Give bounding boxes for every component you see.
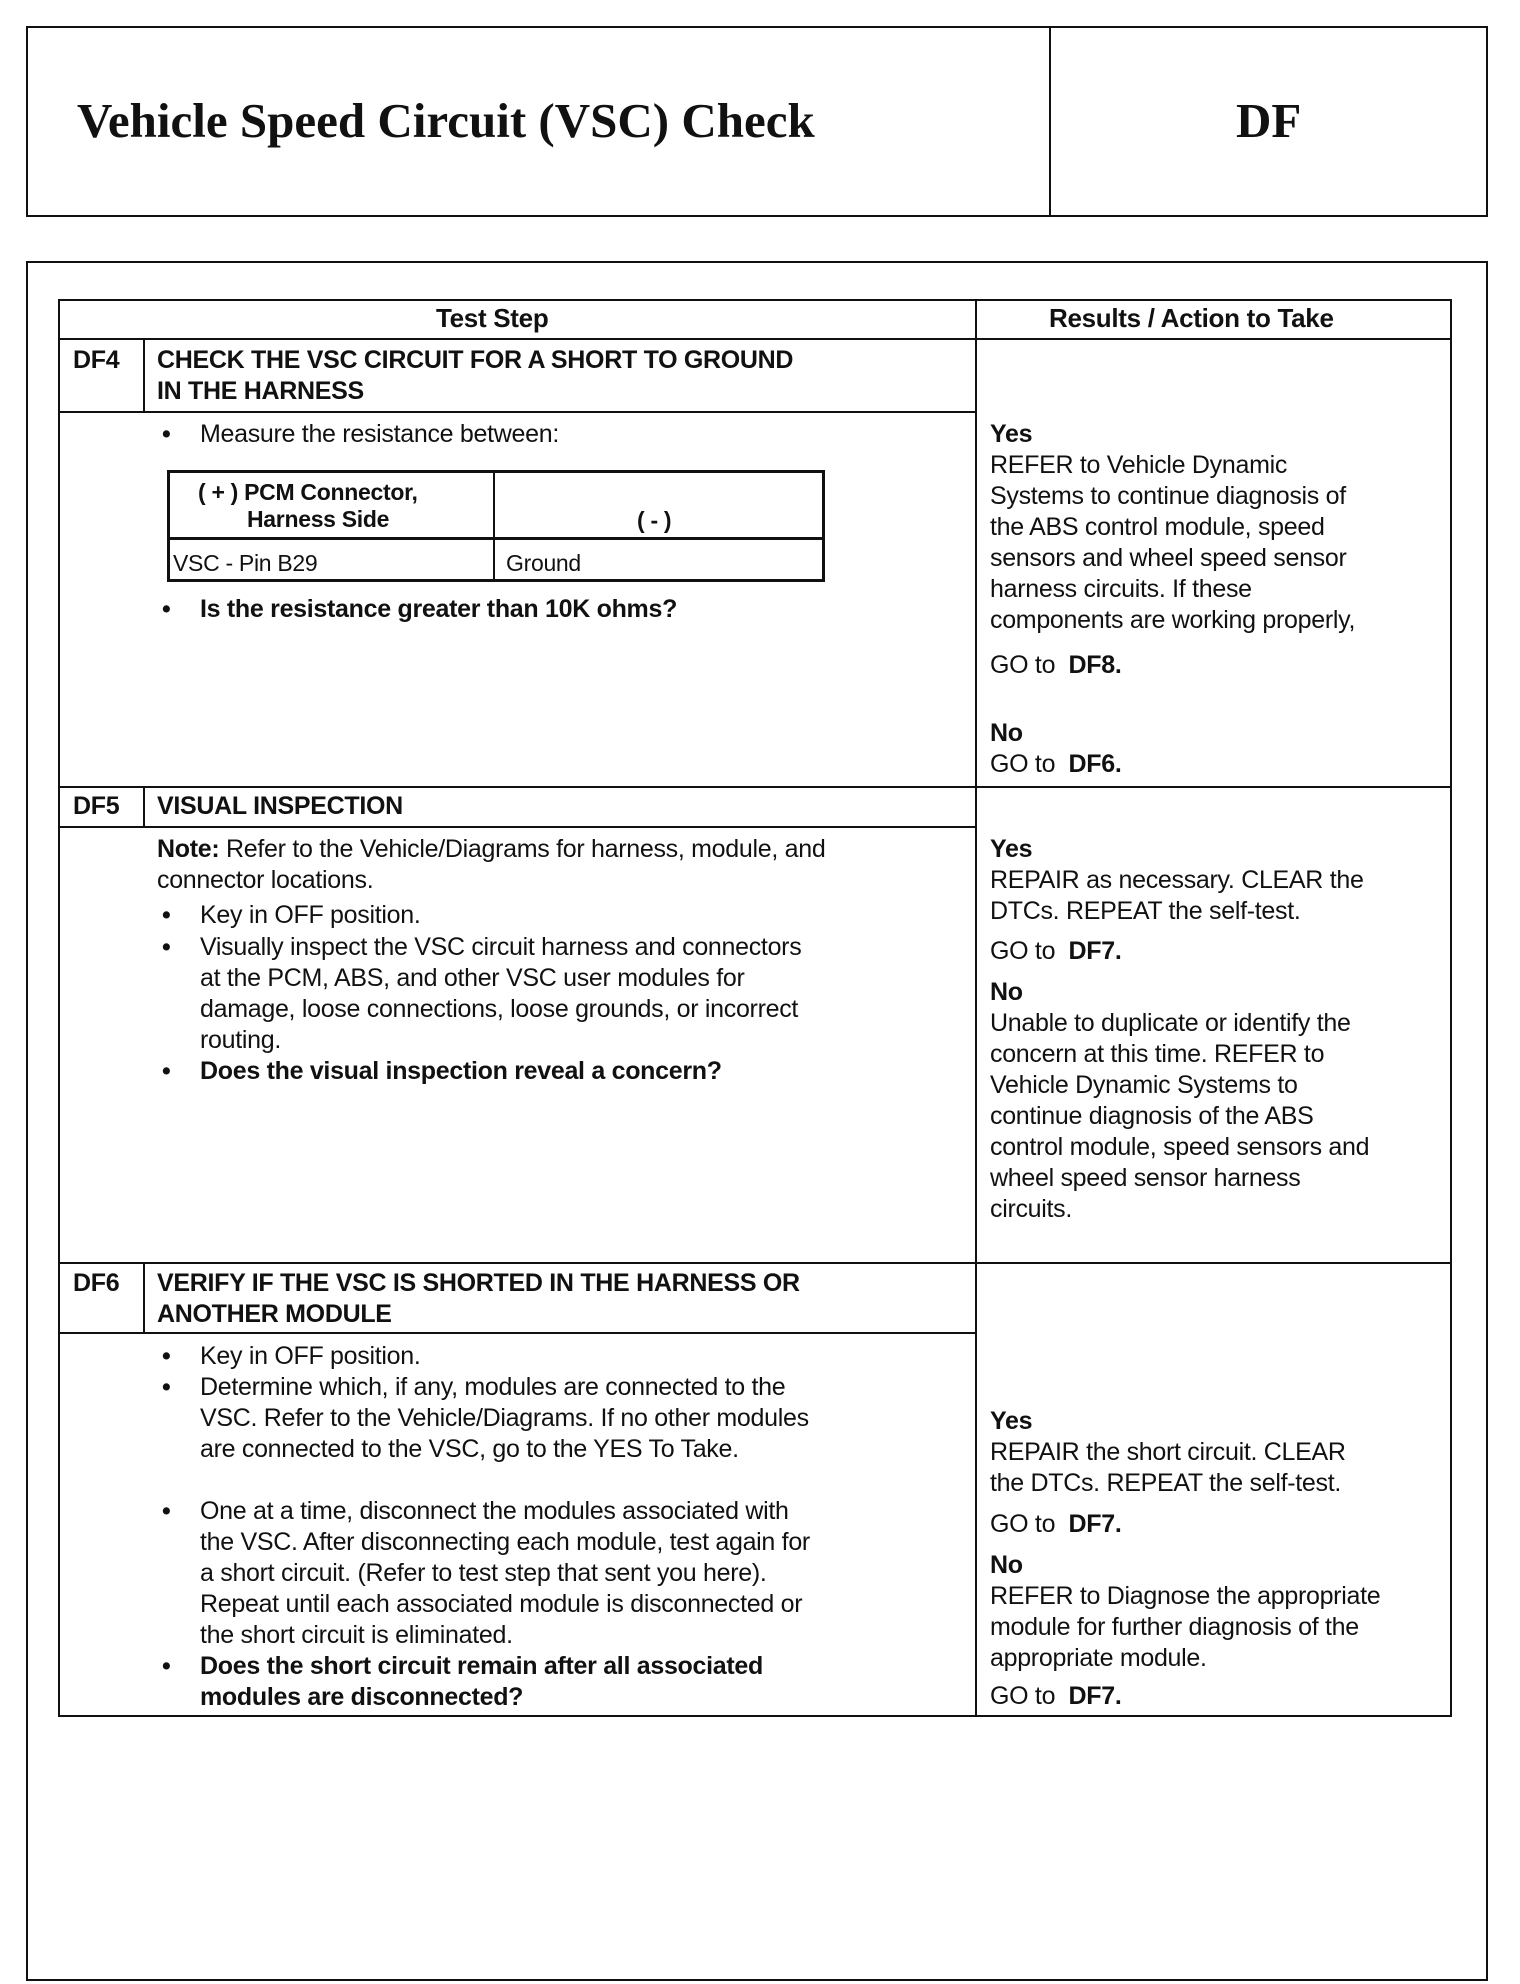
- result-line: concern at this time. REFER to: [990, 1040, 1325, 1068]
- bullet-text: the short circuit is eliminated.: [200, 1621, 513, 1649]
- bullet-icon: •: [162, 595, 171, 623]
- result-block: [990, 977, 1369, 1225]
- bullet-text: Key in OFF position.: [200, 901, 421, 929]
- result-line: Vehicle Dynamic Systems to: [990, 1071, 1298, 1099]
- bullet-item: [162, 1496, 810, 1651]
- step-id: DF4: [73, 346, 120, 374]
- col-header-test-step: Test Step: [436, 303, 549, 333]
- result-line: circuits.: [990, 1195, 1073, 1223]
- step-title-line: VERIFY IF THE VSC IS SHORTED IN THE HARNESS OR: [157, 1269, 800, 1297]
- section-code: DF: [1236, 93, 1302, 148]
- step-id: DF5: [73, 792, 120, 820]
- result-line: harness circuits. If these: [990, 575, 1252, 603]
- go-to-line: [990, 749, 1121, 780]
- bullet-question: [162, 1056, 722, 1087]
- result-block: [990, 419, 1355, 636]
- question-text: Is the resistance greater than 10K ohms?: [200, 595, 678, 623]
- step-id-divider: [143, 1262, 145, 1333]
- bullet-icon: •: [162, 933, 171, 961]
- bullet-icon: •: [162, 1652, 171, 1680]
- step-id-divider: [143, 786, 145, 827]
- result-line: sensors and wheel speed sensor: [990, 544, 1347, 572]
- header-rule: [58, 338, 1452, 340]
- connector-header-neg: ( - ): [637, 507, 672, 533]
- title-divider: [1049, 26, 1051, 217]
- result-line: REPAIR the short circuit. CLEAR: [990, 1438, 1346, 1466]
- connector-header-pos: ( + ) PCM Connector,: [198, 479, 418, 505]
- result-line: REFER to Diagnose the appropriate: [990, 1582, 1381, 1610]
- connector-cell: VSC - Pin B29: [173, 550, 318, 576]
- question-text: modules are disconnected?: [200, 1683, 524, 1711]
- bullet-icon: •: [162, 1057, 171, 1085]
- result-line: appropriate module.: [990, 1644, 1207, 1672]
- bullet-item: [162, 1341, 421, 1372]
- go-to-line: [990, 650, 1121, 681]
- bullet-icon: •: [162, 420, 171, 448]
- result-line: REPAIR as necessary. CLEAR the: [990, 866, 1364, 894]
- result-block: [990, 1406, 1346, 1499]
- step-title-rule: [58, 826, 976, 828]
- bullet-text: at the PCM, ABS, and other VSC user modules for: [200, 964, 745, 992]
- go-target: DF7.: [1068, 937, 1122, 965]
- result-line: wheel speed sensor harness: [990, 1164, 1301, 1192]
- go-to-line: [990, 1509, 1121, 1540]
- note-line: connector locations.: [157, 866, 374, 894]
- bullet-item: [162, 1372, 809, 1465]
- step-title-line: IN THE HARNESS: [157, 377, 364, 405]
- step-title-line: CHECK THE VSC CIRCUIT FOR A SHORT TO GROUND: [157, 346, 794, 374]
- question-text: Does the short circuit remain after all associated: [200, 1652, 763, 1680]
- column-divider: [975, 299, 977, 1717]
- no-label: No: [990, 719, 1023, 747]
- result-line: components are working properly,: [990, 606, 1356, 634]
- result-line: the DTCs. REPEAT the self-test.: [990, 1469, 1342, 1497]
- bullet-icon: •: [162, 901, 171, 929]
- step-id: DF6: [73, 1269, 120, 1297]
- connector-header-rule: [167, 537, 825, 540]
- bullet-icon: •: [162, 1373, 171, 1401]
- go-to-line: [990, 936, 1121, 967]
- bullet-text: a short circuit. (Refer to test step that sent you here).: [200, 1559, 767, 1587]
- result-line: Systems to continue diagnosis of: [990, 482, 1346, 510]
- go-text: GO to: [990, 937, 1056, 965]
- no-label: No: [990, 1551, 1023, 1579]
- note-label: Note:: [157, 835, 220, 863]
- result-line: REFER to Vehicle Dynamic: [990, 451, 1288, 479]
- row-rule: [58, 786, 1452, 788]
- bullet-text: Determine which, if any, modules are connected to the: [200, 1373, 786, 1401]
- bullet-text: are connected to the VSC, go to the YES To Take.: [200, 1435, 739, 1463]
- go-to-line: [990, 1681, 1121, 1712]
- bullet-text: the VSC. After disconnecting each module, test again for: [200, 1528, 810, 1556]
- go-text: GO to: [990, 750, 1056, 778]
- bullet-text: VSC. Refer to the Vehicle/Diagrams. If no other modules: [200, 1404, 809, 1432]
- yes-label: Yes: [990, 835, 1033, 863]
- note-line: Refer to the Vehicle/Diagrams for harness, module, and: [226, 835, 826, 863]
- bullet-icon: •: [162, 1497, 171, 1525]
- connector-cell: Ground: [506, 550, 581, 576]
- result-block: [990, 834, 1364, 927]
- step-title-line: ANOTHER MODULE: [157, 1300, 392, 1328]
- bullet-item: [162, 900, 421, 931]
- connector-col-divider: [493, 470, 495, 582]
- col-header-results: Results / Action to Take: [1049, 303, 1334, 333]
- bullet-question: [162, 1651, 763, 1713]
- connector-header-pos: Harness Side: [247, 506, 390, 532]
- result-line: module for further diagnosis of the: [990, 1613, 1359, 1641]
- bullet-text: damage, loose connections, loose grounds, or incorrect: [200, 995, 799, 1023]
- result-line: Unable to duplicate or identify the: [990, 1009, 1351, 1037]
- bullet-text: Repeat until each associated module is disconnected or: [200, 1590, 803, 1618]
- result-block: [990, 1550, 1380, 1674]
- result-line: the ABS control module, speed: [990, 513, 1325, 541]
- bullet-question: [162, 594, 678, 625]
- yes-label: Yes: [990, 1407, 1033, 1435]
- note: [157, 834, 825, 896]
- no-label: No: [990, 978, 1023, 1006]
- go-target: DF8.: [1068, 651, 1122, 679]
- bullet-text: Measure the resistance between:: [200, 420, 559, 448]
- step-title-rule: [58, 1332, 976, 1334]
- result-line: DTCs. REPEAT the self-test.: [990, 897, 1301, 925]
- question-text: Does the visual inspection reveal a concern?: [200, 1057, 722, 1085]
- step-id-divider: [143, 338, 145, 412]
- row-rule: [58, 1262, 1452, 1264]
- bullet-text: routing.: [200, 1026, 281, 1054]
- go-target: DF7.: [1068, 1510, 1122, 1538]
- bullet-item: [162, 932, 802, 1056]
- bullet-text: One at a time, disconnect the modules associated with: [200, 1497, 789, 1525]
- go-text: GO to: [990, 1510, 1056, 1538]
- result-line: continue diagnosis of the ABS: [990, 1102, 1314, 1130]
- bullet-icon: •: [162, 1342, 171, 1370]
- yes-label: Yes: [990, 420, 1033, 448]
- go-text: GO to: [990, 1682, 1056, 1710]
- go-target: DF7.: [1068, 1682, 1122, 1710]
- step-title-line: VISUAL INSPECTION: [157, 792, 403, 820]
- go-target: DF6.: [1068, 750, 1122, 778]
- result-line: control module, speed sensors and: [990, 1133, 1370, 1161]
- page-title: Vehicle Speed Circuit (VSC) Check: [77, 93, 815, 148]
- step-title-rule: [58, 411, 976, 413]
- bullet-text: Visually inspect the VSC circuit harness and connectors: [200, 933, 802, 961]
- bullet-item: [162, 419, 559, 450]
- go-text: GO to: [990, 651, 1056, 679]
- bullet-text: Key in OFF position.: [200, 1342, 421, 1370]
